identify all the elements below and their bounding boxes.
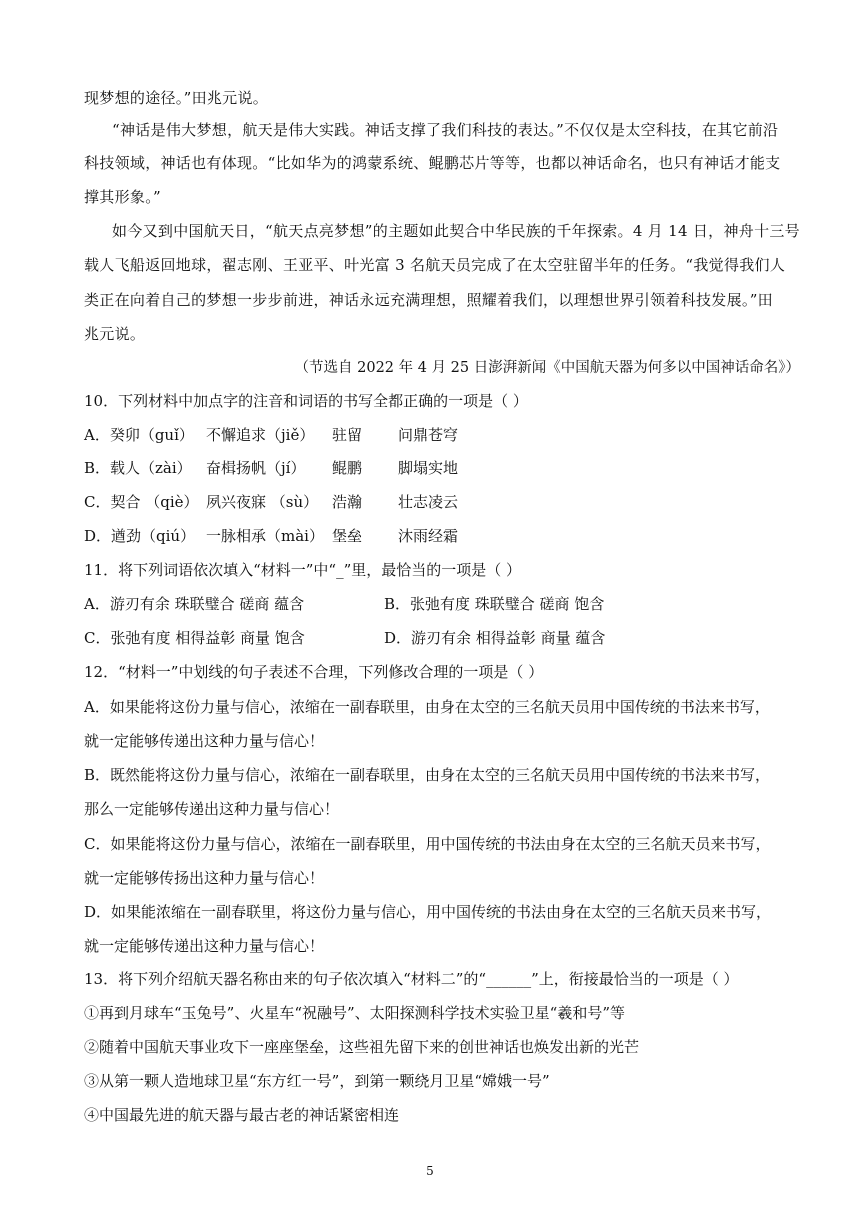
question-12-option-a-line1: A．如果能将这份力量与信心，浓缩在一副春联里，由身在太空的三名航天员用中国传统的书法来书写，: [84, 698, 770, 716]
page-number: 5: [426, 1164, 434, 1178]
question-11-option-d: D．游刃有余 相得益彰 商量 蕴含: [384, 629, 606, 647]
question-13-sentence-1: ①再到月球车“玉兔号”、火星车“祝融号”、太阳探测科学技术实验卫星“羲和号”等: [84, 1004, 626, 1022]
passage-line: 现梦想的途径。”田兆元说。: [84, 89, 269, 107]
passage-line: “神话是伟大梦想，航天是伟大实践。神话支撑了我们科技的表达。”不仅仅是太空科技，在其它前沿: [112, 121, 779, 139]
option-part: 驻留: [332, 426, 363, 444]
option-part: 沐雨经霜: [398, 527, 459, 545]
question-12-option-b-line2: 那么一定能够传递出这种力量与信心！: [84, 800, 340, 818]
question-12-option-c-line1: C．如果能将这份力量与信心，浓缩在一副春联里，用中国传统的书法由身在太空的三名航天员来书写，: [84, 835, 771, 853]
question-11-stem: 11．将下列词语依次填入“材料一”中“_”里，最恰当的一项是（ ）: [84, 561, 522, 579]
question-10-stem: 10．下列材料中加点字的注音和词语的书写全都正确的一项是（ ）: [84, 392, 528, 410]
option-part: B．载人（zài）: [84, 459, 192, 477]
option-part: C．契合 （qiè）: [84, 493, 199, 511]
option-part: 鲲鹏: [332, 459, 363, 477]
passage-line: 类正在向着自己的梦想一步步前进，神话永远充满理想，照耀着我们，以理想世界引领着科技发展。”田: [84, 291, 773, 309]
question-12-option-d-line2: 就一定能够传递出这种力量与信心！: [84, 937, 325, 955]
question-13-sentence-2: ②随着中国航天事业攻下一座座堡垒，这些祖先留下来的创世神话也焕发出新的光芒: [84, 1038, 640, 1056]
passage-line: 兆元说。: [84, 325, 146, 343]
question-11-option-a: A．游刃有余 珠联璧合 磋商 蕴含: [84, 595, 305, 613]
question-10-option-d: [84, 526, 804, 546]
passage-line: 载人飞船返回地球，翟志刚、王亚平、叶光富 3 名航天员完成了在太空驻留半年的任务。“我觉得我们人: [84, 256, 786, 274]
question-13-sentence-4: ④中国最先进的航天器与最古老的神话紧密相连: [84, 1106, 400, 1124]
passage-line: 撑其形象。”: [84, 188, 161, 206]
source-citation: （节选自 2022 年 4 月 25 日澎湃新闻《中国航天器为何多以中国神话命名》）: [294, 360, 800, 376]
question-12-option-b-line1: B．既然能将这份力量与信心，浓缩在一副春联里，由身在太空的三名航天员用中国传统的书法来书写，: [84, 766, 771, 784]
question-12-stem: 12．“材料一”中划线的句子表述不合理，下列修改合理的一项是（ ）: [84, 663, 544, 681]
question-10-option-a: [84, 425, 804, 445]
passage-line: 如今又到中国航天日，“航天点亮梦想”的主题如此契合中华民族的千年探索。4 月 14 日，神舟十三号: [112, 222, 800, 240]
option-part: 夙兴夜寐 （sù）: [206, 493, 319, 511]
option-part: 问鼎苍穹: [398, 426, 459, 444]
question-11-option-c: C．张弛有度 相得益彰 商量 饱含: [84, 629, 305, 647]
option-part: 一脉相承（mài）: [206, 527, 324, 545]
question-13-sentence-3: ③从第一颗人造地球卫星“东方红一号”，到第一颗绕月卫星“嫦娥一号”: [84, 1072, 550, 1090]
option-part: 奋楫扬帆（jí）: [206, 459, 306, 477]
question-10-option-c: [84, 492, 804, 512]
passage-line: 科技领域，神话也有体现。“比如华为的鸿蒙系统、鲲鹏芯片等等，也都以神话命名，也只有神话才能支: [84, 154, 781, 172]
option-part: 浩瀚: [332, 493, 363, 511]
option-part: 堡垒: [332, 527, 363, 545]
option-part: 壮志凌云: [398, 493, 459, 511]
question-12-option-a-line2: 就一定能够传递出这种力量与信心！: [84, 732, 325, 750]
question-13-stem: 13．将下列介绍航天器名称由来的句子依次填入“材料二”的“______”上，衔接最恰当的一项是（ ）: [84, 970, 739, 988]
question-12-option-d-line1: D．如果能浓缩在一副春联里，将这份力量与信心，用中国传统的书法由身在太空的三名航天员来书写，: [84, 903, 772, 921]
question-11-option-b: B．张弛有度 珠联璧合 磋商 饱含: [384, 595, 605, 613]
option-part: 不懈追求（jiě）: [206, 426, 315, 444]
option-part: D．遒劲（qiú）: [84, 527, 196, 545]
option-part: A．癸卯（guǐ）: [84, 426, 194, 444]
question-10-option-b: [84, 458, 804, 478]
question-12-option-c-line2: 就一定能够传扬出这种力量与信心！: [84, 869, 325, 887]
option-part: 脚塌实地: [398, 459, 459, 477]
